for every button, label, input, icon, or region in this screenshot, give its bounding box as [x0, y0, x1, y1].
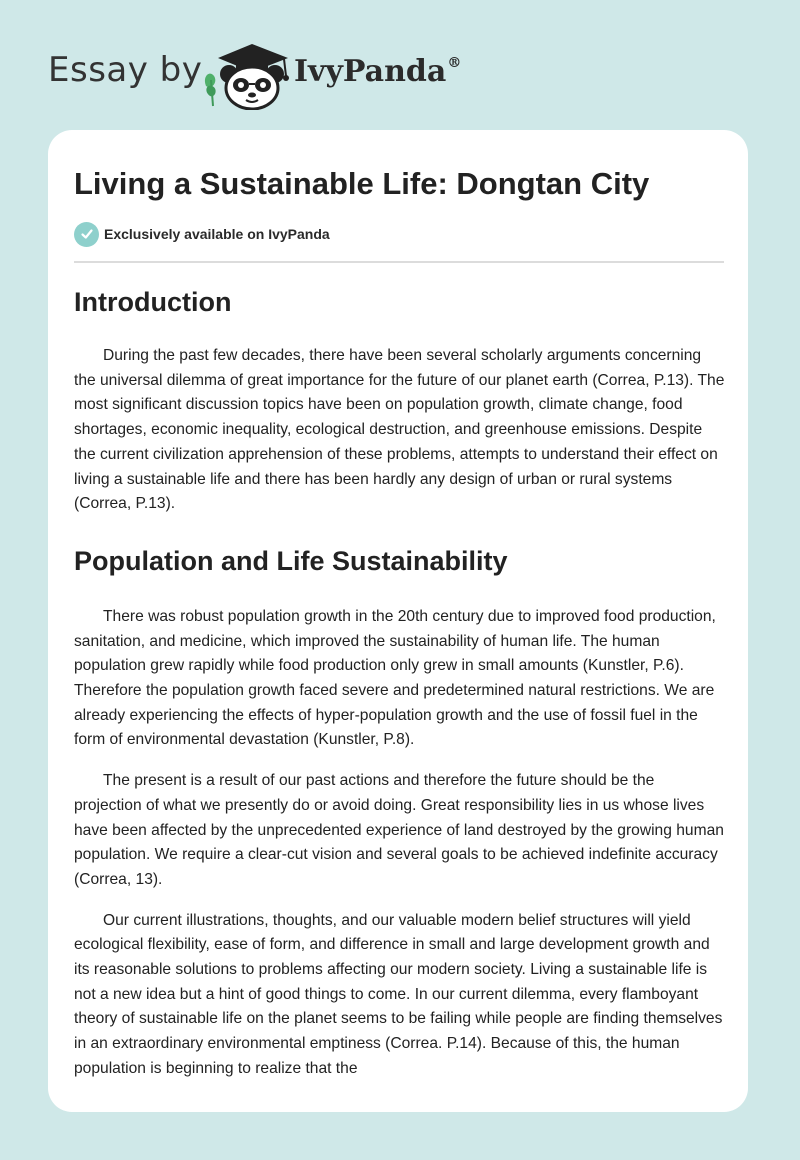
paragraph: There was robust population growth in the 20th century due to improved food production, sanitation, and medicine, which improved the sustainability of human life. The human population grew rapidly while food production only grew in small amounts (Kunstler, P.6). Therefore the population growth faced severe and predetermined natural restrictions. We are already experiencing the effects of hyper-population growth and the use of fossil fuel in the form of environmental devastation (Kunstler, P.8). — [74, 607, 716, 749]
paragraph: During the past few decades, there have been several scholarly arguments concerning the universal dilemma of great importance for the future of our planet earth (Correa, P.13). The most significant discussion topics have been on population growth, climate change, food shortages, economic inequality, ecological destruction, and greenhouse emissions. Despite the current civilization apprehension of these problems, attempts to understand their effect on living a sustainable life and there has been hardly any design of urban or rural systems (Correa, P.13). — [74, 347, 725, 513]
essay-by-label: Essay by — [48, 50, 203, 90]
exclusive-badge — [74, 221, 330, 247]
brand-text: IvyPanda — [294, 54, 447, 89]
paragraph: Our current illustrations, thoughts, and our valuable modern belief structures will yield ecological flexibility, ease of form, and difference in small and large development growth and its reasonable solutions to problems affecting our modern society. Living a sustainable life is not a new idea but a hint of good things to come. In our current dilemma, every flamboyant theory of sustainable life on the planet seems to be failing while people are finding themselves in an extraordinary environmental emptiness (Correa. P.14). Because of this, the human population is beginning to realize that the — [74, 911, 723, 1077]
page-title: Living a Sustainable Life: Dongtan City — [74, 166, 650, 201]
paragraph: The present is a result of our past actions and therefore the future should be the projection of what we presently do or avoid doing. Great responsibility lies in us whose lives have been affected by the unprecedented experience of land destroyed by the growing human population. We require a clear-cut vision and several goals to be achieved indefinite accuracy (Correa, 13). — [74, 772, 724, 888]
divider — [74, 261, 724, 263]
brand-name[interactable] — [294, 54, 461, 89]
section-heading-population: Population and Life Sustainability — [74, 545, 508, 576]
section-heading-introduction: Introduction — [74, 287, 232, 317]
panda-logo-icon[interactable] — [200, 36, 292, 110]
essay-content — [74, 280, 726, 1098]
registered-mark: ® — [447, 55, 462, 71]
check-icon — [74, 222, 99, 247]
badge-text: Exclusively available on IvyPanda — [104, 226, 330, 242]
site-header — [0, 0, 800, 130]
essay-card — [48, 130, 748, 1112]
